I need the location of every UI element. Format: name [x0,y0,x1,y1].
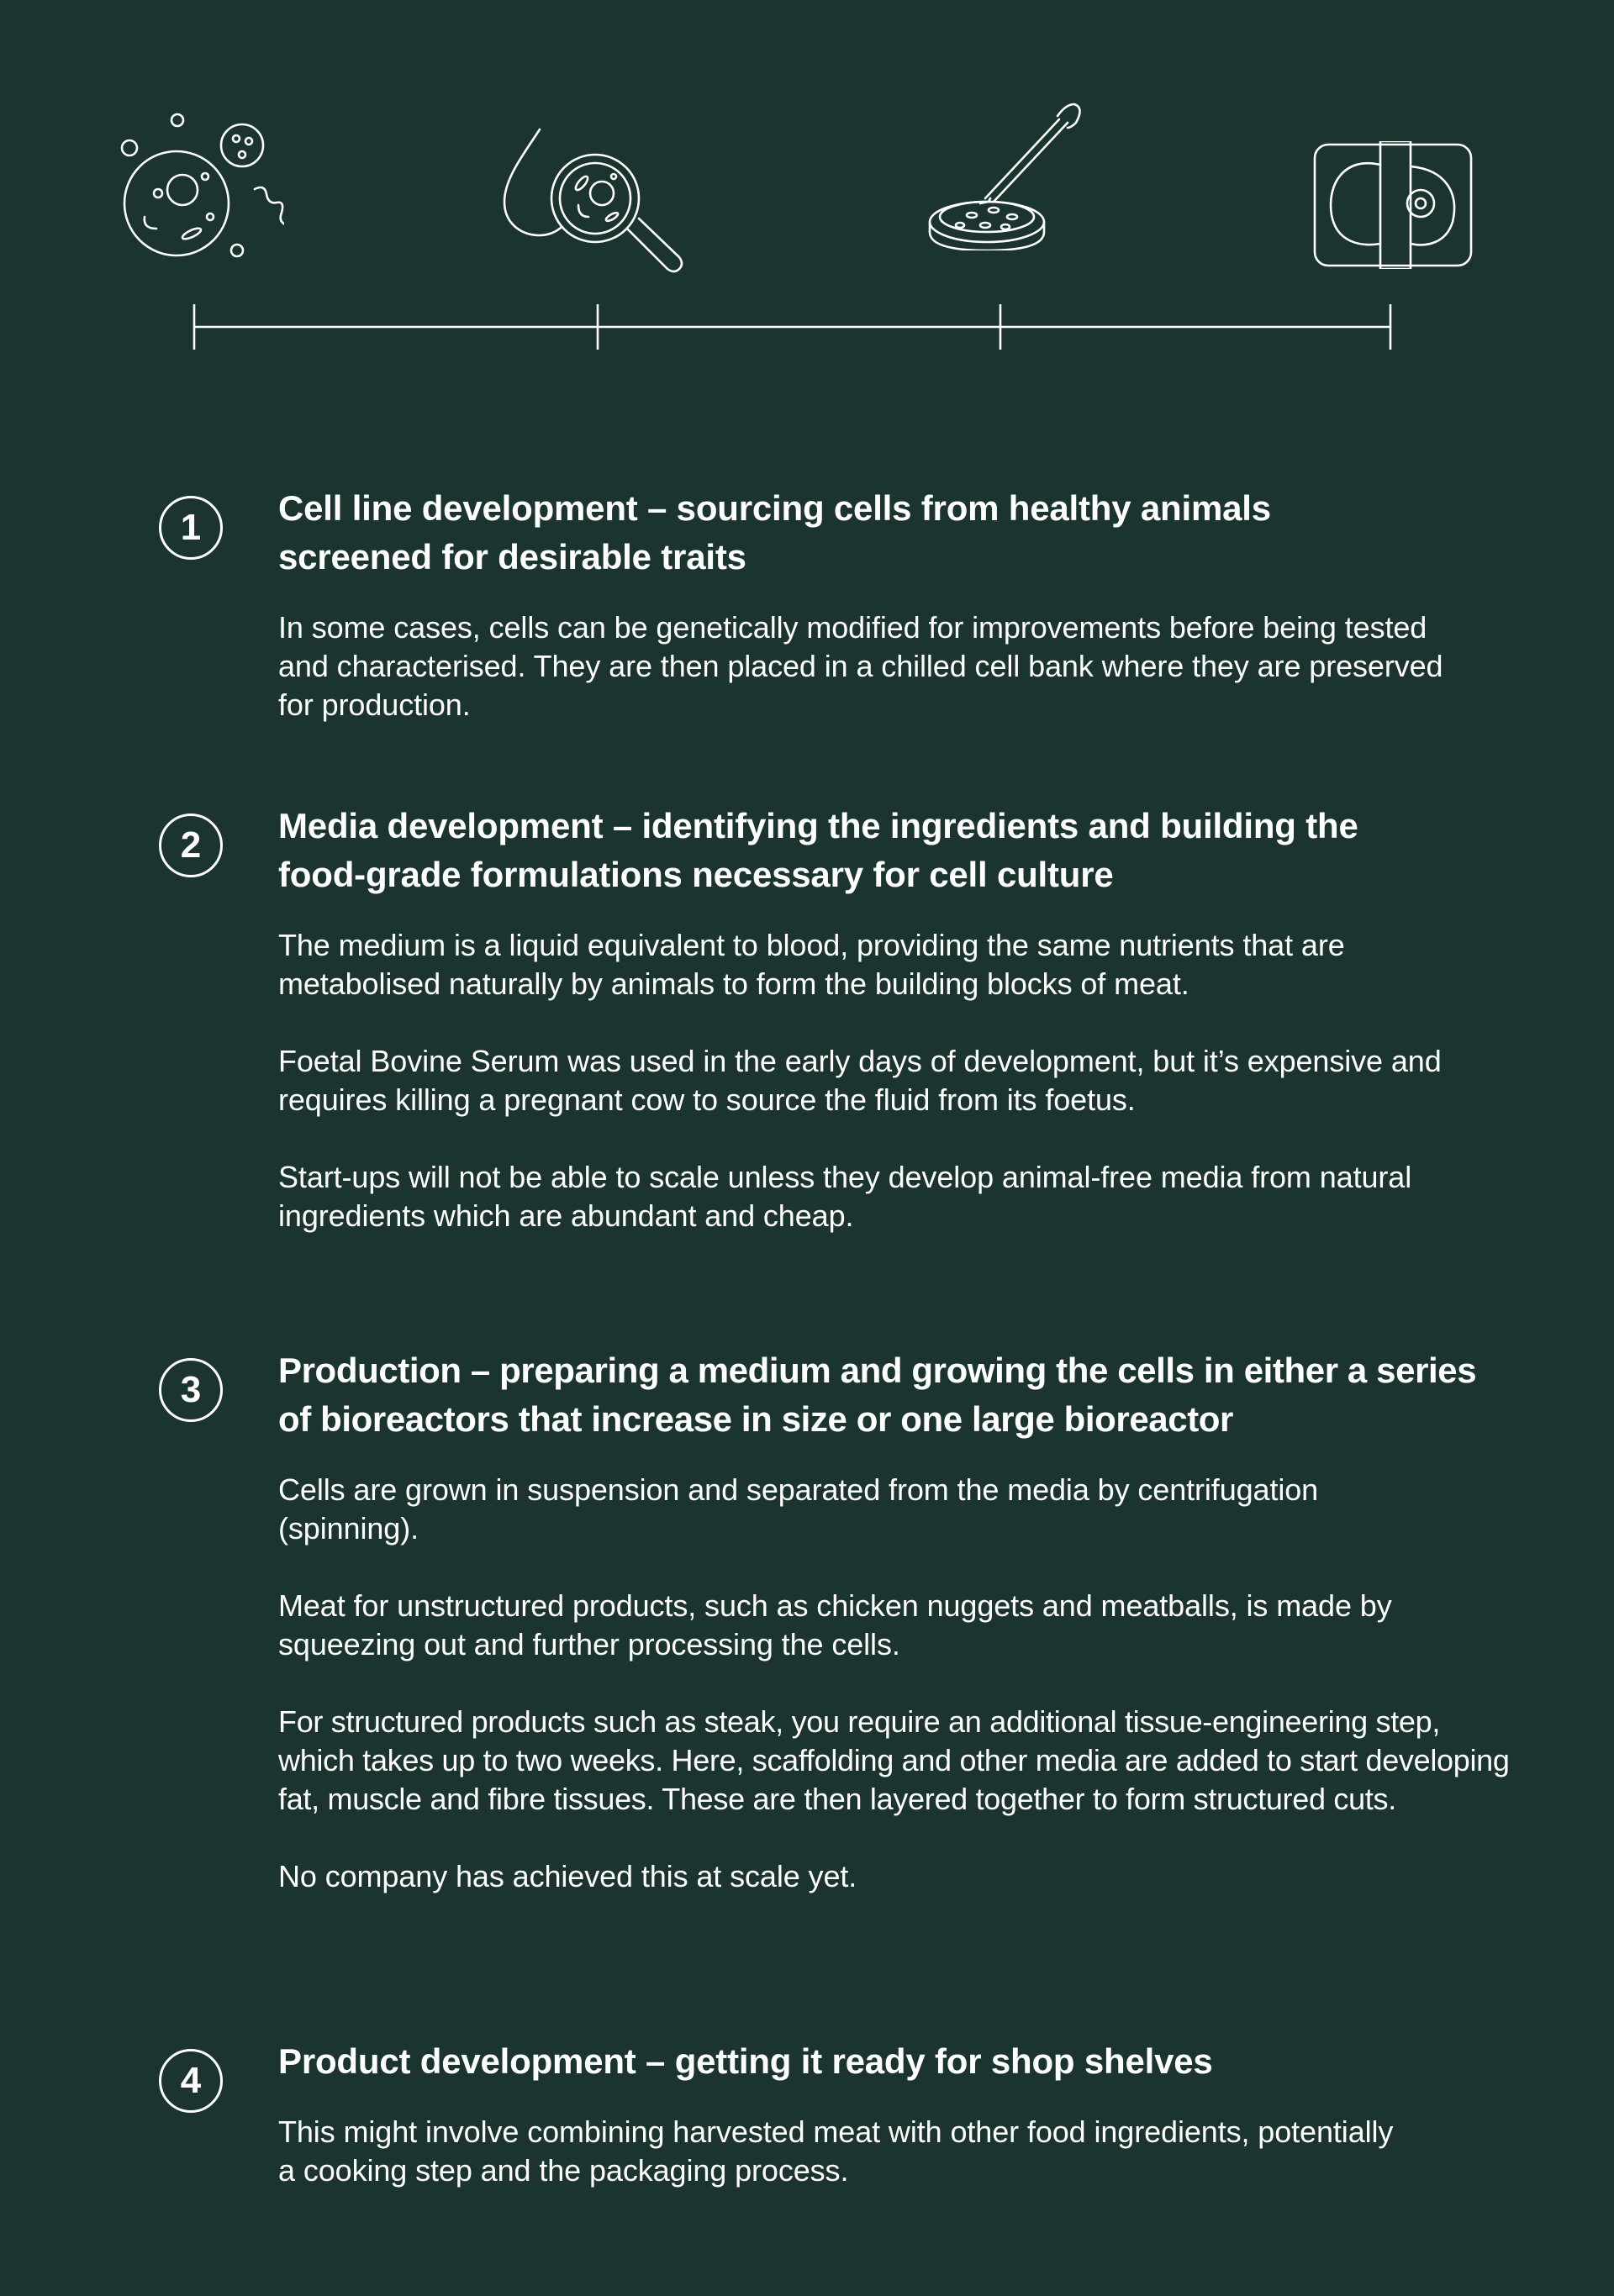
step-title: Cell line development – sourcing cells from healthy animals screened for desirable traits [278,488,1271,577]
step-paragraph: Start-ups will not be able to scale unless they develop animal-free media from natural ingredients which are abundant and cheap. [278,1160,1412,1233]
step-number-badge: 4 [159,2049,223,2113]
step-paragraph: Foetal Bovine Serum was used in the early days of development, but it’s expensive and requires killing a pregnant cow to source the fluid from its foetus. [278,1044,1442,1117]
step-number-badge: 2 [159,814,223,877]
step-paragraph: This might involve combining harvested meat with other food ingredients, potentially a cooking step and the packaging process. [278,2114,1394,2188]
step-paragraph: In some cases, cells can be genetically modified for improvements before being tested and characterised. They are then placed in a chilled cell bank where they are preserved for production. [278,610,1443,722]
step-title: Product development – getting it ready for shop shelves [278,2041,1213,2081]
step-paragraph: For structured products such as steak, you require an additional tissue-engineering step, which takes up to two weeks. Here, scaffolding and other media are added to start developing fat, muscle and fibre tissues. These are then layered together to form structured cuts. [278,1704,1510,1816]
step-paragraph: Cells are grown in suspension and separated from the media by centrifugation (spinning). [278,1472,1319,1546]
step-paragraph: Meat for unstructured products, such as chicken nuggets and meatballs, is made by squeezing out and further processing the cells. [278,1588,1392,1661]
step-paragraph: No company has achieved this at scale yet. [278,1859,857,1893]
step-title: Media development – identifying the ingredients and building the food-grade formulations necessary for cell culture [278,806,1358,894]
step-number-badge: 1 [159,496,223,560]
step-paragraph: The medium is a liquid equivalent to blood, providing the same nutrients that are metabolised naturally by animals to form the building blocks of meat. [278,928,1345,1001]
process-timeline [0,0,1614,370]
step-title: Production – preparing a medium and growing the cells in either a series of bioreactors that increase in size or one large bioreactor [278,1351,1477,1439]
step-number-badge: 3 [159,1358,223,1422]
